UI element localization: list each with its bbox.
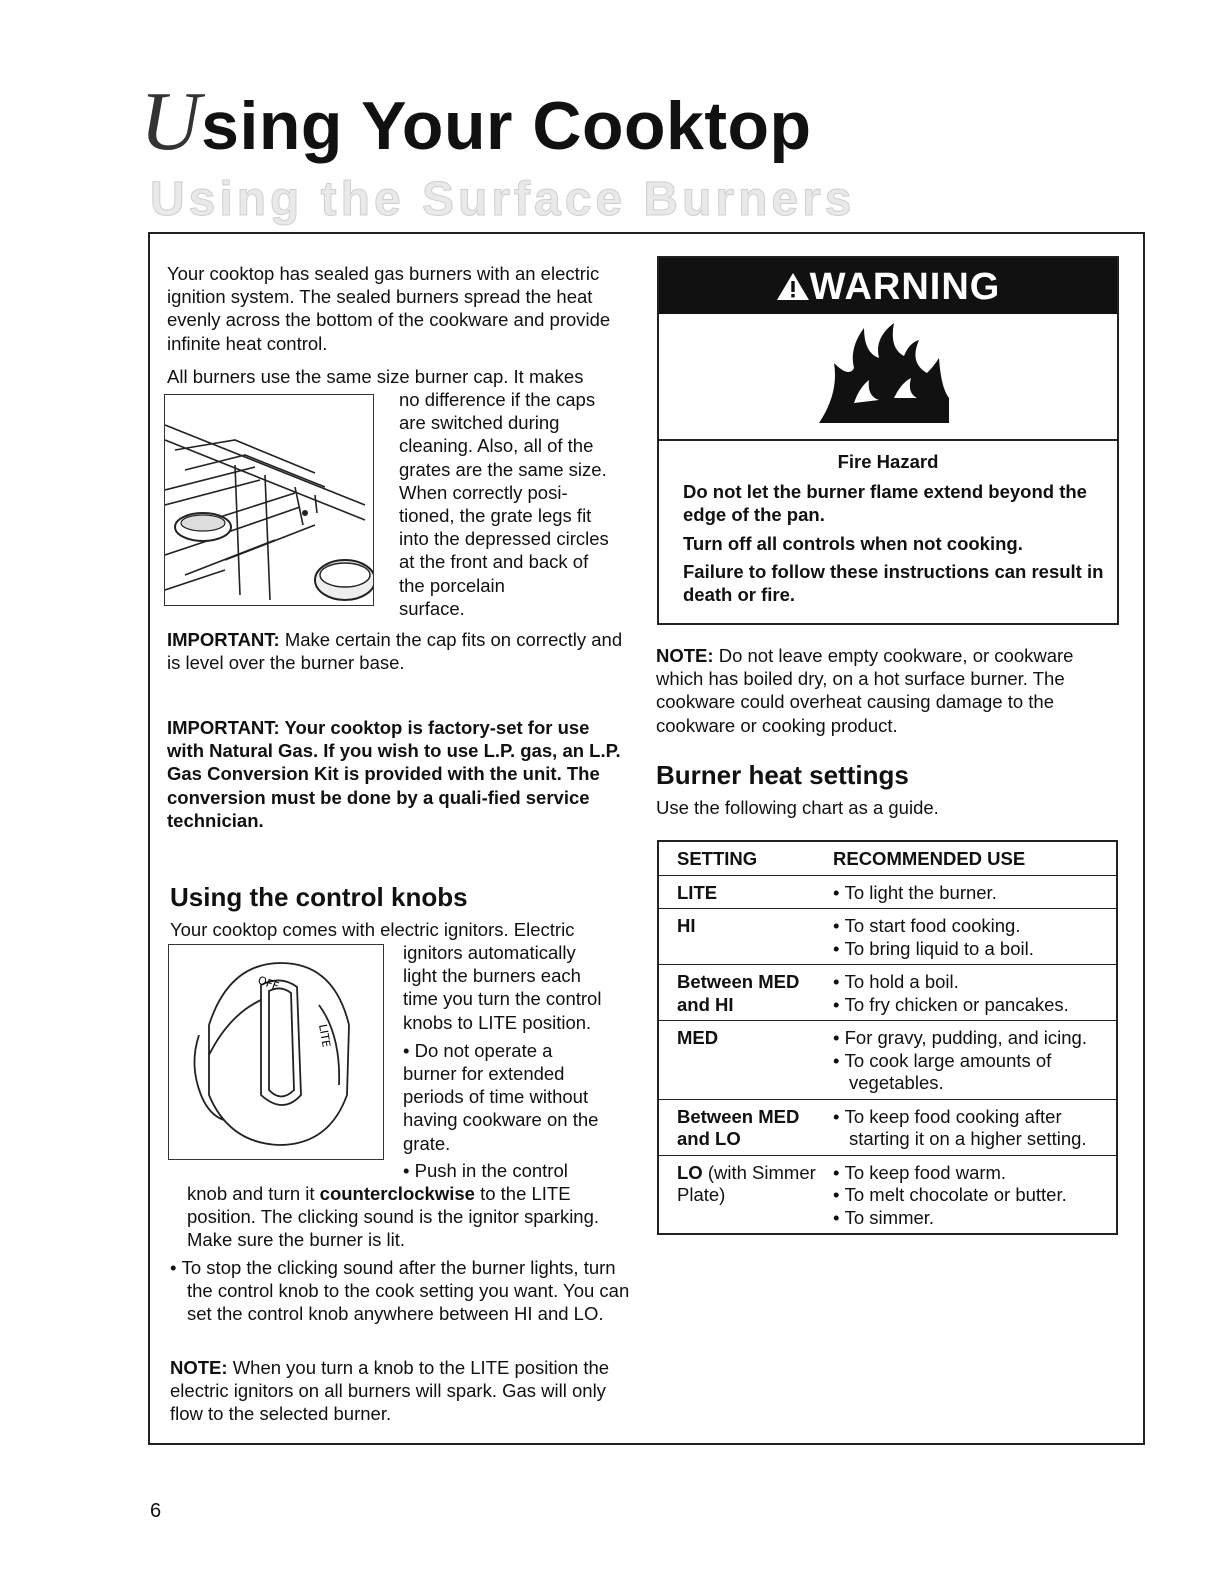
use-item: • To light the burner. <box>833 882 1112 905</box>
use-cell <box>833 1155 1117 1234</box>
use-cell <box>833 1021 1117 1100</box>
fire-hazard-title: Fire Hazard <box>837 451 939 472</box>
knobs-wrap-block <box>403 941 633 1155</box>
control-knob-illustration <box>168 944 384 1160</box>
warning-title: WARNING <box>809 266 1001 308</box>
setting-cell: HI <box>658 909 833 965</box>
use-cell <box>833 875 1117 909</box>
warning-box <box>657 256 1119 625</box>
important-gas-note: IMPORTANT: Your cooktop is factory-set for use with Natural Gas. If you wish to use L.P. gas, an L.P. Gas Conversion Kit is provided with the unit. The conversion must be done by a quali-fied service technician. <box>167 717 621 831</box>
use-item: • To start food cooking. <box>833 915 1112 938</box>
grate-drawing <box>165 395 373 605</box>
warning-line-1: Do not let the burner flame extend beyond the edge of the pan. <box>683 481 1087 525</box>
fire-icon <box>809 318 959 438</box>
bullet3-text: To stop the clicking sound after the burner lights, turn the control knob to the cook setting you want. You can set the control knob anywhere between HI and LO. <box>181 1257 630 1325</box>
caps-line: are switched during <box>399 412 560 434</box>
setting-cell: Between MED and HI <box>658 965 833 1021</box>
use-item: • To hold a boil. <box>833 971 1112 994</box>
note-text: When you turn a knob to the LITE position the electric ignitors on all burners will spark. Gas will only flow to the selected burner. <box>170 1357 610 1425</box>
use-item: • For gravy, pudding, and icing. <box>833 1027 1112 1050</box>
table-row <box>658 875 1117 909</box>
knob-lite-label: LITE <box>316 1023 333 1049</box>
frame-bottom-rule <box>148 1443 1145 1445</box>
caps-line: grates are the same size. <box>399 458 607 480</box>
setting-cell: MED <box>658 1021 833 1100</box>
caps-line: cleaning. Also, all of the <box>399 435 594 457</box>
bullet2-start: • Push in the control <box>403 1160 568 1181</box>
table-row <box>658 965 1117 1021</box>
bullet2-text-a: knob and turn it <box>187 1183 315 1204</box>
use-item: • To fry chicken or pancakes. <box>833 994 1112 1017</box>
knobs-line: time you turn the control <box>403 988 602 1010</box>
bullet1-line: grate. <box>403 1132 451 1154</box>
knobs-lead-text: Your cooktop comes with electric ignitors. Electric <box>170 919 575 940</box>
frame-left-rule <box>148 232 150 1444</box>
use-item: • To bring liquid to a boil. <box>833 938 1112 961</box>
caps-line: into the depressed circles <box>399 528 609 550</box>
intro-paragraph: Your cooktop has sealed gas burners with an electric ignition system. The sealed burners spread the heat evenly across the bottom of the cookware and provide infinite heat control. <box>167 263 611 354</box>
title-text: sing Your Cooktop <box>201 88 812 164</box>
important-text: Make certain the cap fits on correctly and is level over the burner base. <box>167 629 623 674</box>
use-cell <box>833 909 1117 965</box>
knob-off-label: OFF <box>255 973 281 994</box>
title-initial: U <box>140 75 202 168</box>
knob-drawing <box>169 945 383 1159</box>
caps-wrap-block <box>399 388 634 620</box>
caps-line: the porcelain <box>399 574 505 596</box>
header-setting: SETTING <box>658 841 833 875</box>
knobs-line: knobs to LITE position. <box>403 1011 592 1033</box>
heat-settings-table <box>657 840 1118 1235</box>
bullet1-line: periods of time without <box>403 1086 589 1108</box>
caps-line: no difference if the caps <box>399 389 596 410</box>
bullet3-paragraph: • To stop the clicking sound after the burner lights, turn the control knob to the cook setting you want. You can set the control knob anywhere between HI and LO. <box>170 1257 630 1325</box>
setting-sub: (with Simmer Plate) <box>677 1161 816 1205</box>
note-text: Do not leave empty cookware, or cookware which has boiled dry, on a hot surface burner. The cookware could overheat causing damage to the cookware or cooking product. <box>656 645 1074 736</box>
note-label: NOTE: <box>170 1357 228 1378</box>
warning-triangle-icon <box>776 271 810 301</box>
setting-cell: Between MED and LO <box>658 1099 833 1155</box>
caps-lead-text: All burners use the same size burner cap. It makes <box>167 366 584 387</box>
setting-cell: LITE <box>658 875 833 909</box>
table-row <box>658 1021 1117 1100</box>
frame-right-rule <box>1143 232 1145 1444</box>
heat-settings-intro: Use the following chart as a guide. <box>656 797 939 818</box>
page-title <box>140 75 812 168</box>
caps-line: tioned, the grate legs fit <box>399 505 592 527</box>
use-item: • To keep food cooking after starting it on a higher setting. <box>833 1106 1112 1151</box>
page-number: 6 <box>150 1500 162 1522</box>
counterclockwise-emphasis: counterclockwise <box>319 1183 475 1204</box>
cookware-note <box>656 644 1106 737</box>
table-header-row <box>658 841 1117 875</box>
knobs-line: light the burners each <box>403 965 581 987</box>
warning-line-3: Failure to follow these instructions can result in death or fire. <box>683 561 1104 605</box>
table-row <box>658 1155 1117 1234</box>
heat-settings-heading: Burner heat settings <box>656 760 909 790</box>
warning-header <box>659 258 1117 314</box>
knobs-line: ignitors automatically <box>403 942 576 963</box>
caps-line: at the front and back of <box>399 551 589 573</box>
important-label: IMPORTANT: <box>167 629 280 650</box>
use-item: • To simmer. <box>833 1207 1112 1230</box>
setting-cell <box>658 1155 833 1234</box>
use-item: • To cook large amounts of vegetables. <box>833 1050 1112 1095</box>
frame-top-rule <box>148 232 1145 234</box>
warning-line-2: Turn off all controls when not cooking. <box>683 533 1023 554</box>
use-cell <box>833 1099 1117 1155</box>
header-recommended-use: RECOMMENDED USE <box>833 841 1117 875</box>
caps-line: When correctly posi- <box>399 481 568 503</box>
important-cap-note <box>167 628 627 674</box>
bullet1-line: • Do not operate a <box>403 1039 553 1061</box>
knobs-heading: Using the control knobs <box>170 882 468 912</box>
burner-grate-illustration <box>164 394 374 606</box>
note-label: NOTE: <box>656 645 714 666</box>
caps-line: surface. <box>399 597 465 619</box>
setting-main: LO <box>677 1161 703 1183</box>
ignitor-note <box>170 1356 625 1426</box>
bullet1-line: burner for extended <box>403 1063 565 1085</box>
table-row <box>658 1099 1117 1155</box>
use-cell <box>833 965 1117 1021</box>
warning-separator <box>659 439 1117 441</box>
table-row <box>658 909 1117 965</box>
section-subtitle: Using the Surface Burners <box>150 173 856 226</box>
bullet1-line: having cookware on the <box>403 1109 599 1131</box>
bullet2-continuation <box>187 1182 617 1252</box>
use-item: • To melt chocolate or butter. <box>833 1184 1112 1207</box>
use-item: • To keep food warm. <box>833 1162 1112 1185</box>
bullet2-text-b: to the LITE position. The clicking sound is the ignitor sparking. Make sure the burner is lit. <box>187 1183 600 1251</box>
